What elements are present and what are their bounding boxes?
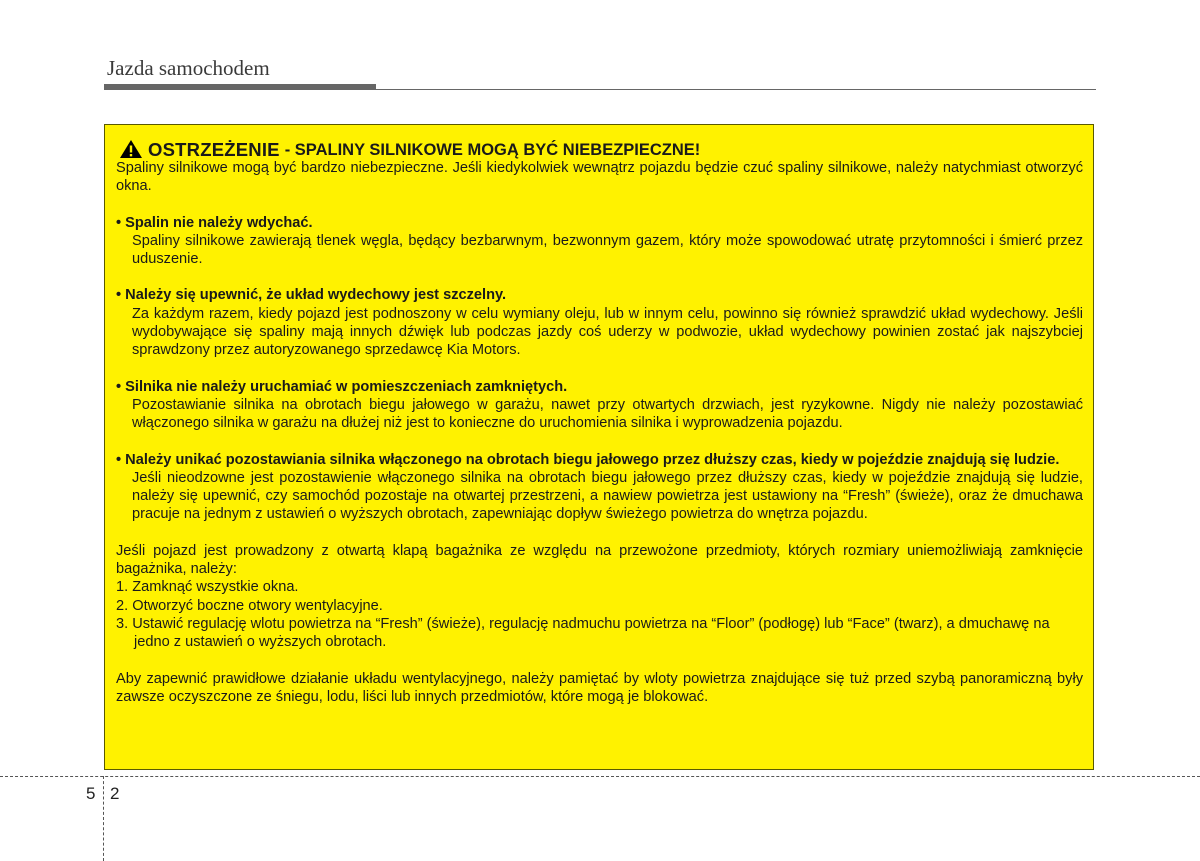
warning-triangle-icon	[119, 139, 143, 159]
trunk-paragraph: Jeśli pojazd jest prowadzony z otwartą klapą bagażnika ze względu na przewożone przedmioty, których rozmiary uniemożliwiają zamknięcie bagażnika, należy:	[116, 542, 1083, 578]
bullet-body: Spaliny silnikowe zawierają tlenek węgla, będący bezbarwnym, bezwonnym gazem, który może spowodować utratę przytomności i śmierć przez uduszenie.	[132, 232, 1083, 268]
header-rule-thin	[376, 89, 1096, 90]
bullet-title: • Należy się upewnić, że układ wydechowy jest szczelny.	[116, 287, 507, 304]
header-rule-thick	[104, 84, 376, 90]
bullet-title: • Spalin nie należy wdychać.	[116, 214, 313, 231]
warning-box	[104, 124, 1094, 770]
warning-heading-sub: - SPALINY SILNIKOWE MOGĄ BYĆ NIEBEZPIECZNE!	[284, 140, 701, 159]
footer-dashed-rule	[0, 776, 1200, 777]
footer-dashed-divider	[103, 776, 104, 861]
section-number: 5	[86, 784, 96, 803]
bullet-body: Jeśli nieodzowne jest pozostawienie włączonego silnika na obrotach biegu jałowego przez dłuższy czas, kiedy w pojeździe znajdują się ludzie, należy się upewnić, czy samochód pozostaje na otwartej przestrzeni, a nawiew powietrza jest ustawiony na “Fresh” (świeże), oraz że dmuchawa pracuje na jednym z ustawień o wyższych obrotach, zapewniając dopływ świeżego powietrza do wnętrza pojazdu.	[132, 469, 1083, 523]
warning-heading-main: OSTRZEŻENIE	[148, 138, 280, 160]
final-paragraph: Aby zapewnić prawidłowe działanie układu wentylacyjnego, należy pamiętać by wloty powietrza znajdujące się tuż przed szybą panoramiczną były zawsze oczyszczone ze śniegu, lodu, liści lub innych przedmiotów, które mogą je blokować.	[116, 670, 1083, 705]
chapter-title: Jazda samochodem	[107, 56, 270, 80]
warning-heading	[119, 139, 1083, 159]
step-item: 3. Ustawić regulację wlotu powietrza na “Fresh” (świeże), regulację nadmuchu powietrza na “Floor” (podłogę) lub “Face” (twarz), a dmuchawę na jedno z ustawień o wyższych obrotach.	[116, 615, 1050, 651]
bullet-body: Pozostawianie silnika na obrotach biegu jałowego w garażu, nawet przy otwartych drzwiach, jest ryzykowne. Nigdy nie należy pozostawiać włączonego silnika w garażu na dłużej niż jest to konieczne do uruchomienia silnika i wyprowadzenia pojazdu.	[132, 396, 1083, 432]
bullet-title: • Silnika nie należy uruchamiać w pomieszczeniach zamkniętych.	[116, 378, 568, 395]
bullet-title: • Należy unikać pozostawiania silnika włączonego na obrotach biegu jałowego przez dłuższy czas, kiedy w pojeździe znajdują się ludzie.	[116, 451, 1060, 468]
bullet-body: Za każdym razem, kiedy pojazd jest podnoszony w celu wymiany oleju, lub w innym celu, powinno się również sprawdzić układ wydechowy. Jeśli wydobywające się spaliny mają innych dźwięk lub podczas jazdy coś uderzy w podwozie, układ wydechowy powinien zostać jak najszybciej sprawdzony przez autoryzowanego sprzedawcę Kia Motors.	[132, 305, 1083, 359]
page-number: 2	[110, 784, 120, 803]
warning-intro: Spaliny silnikowe mogą być bardzo niebezpieczne. Jeśli kiedykolwiek wewnątrz pojazdu będzie czuć spaliny silnikowe, należy natychmiast otworzyć okna.	[116, 160, 1083, 195]
step-item: 1. Zamknąć wszystkie okna.	[116, 579, 299, 596]
step-item: 2. Otworzyć boczne otwory wentylacyjne.	[116, 597, 383, 614]
